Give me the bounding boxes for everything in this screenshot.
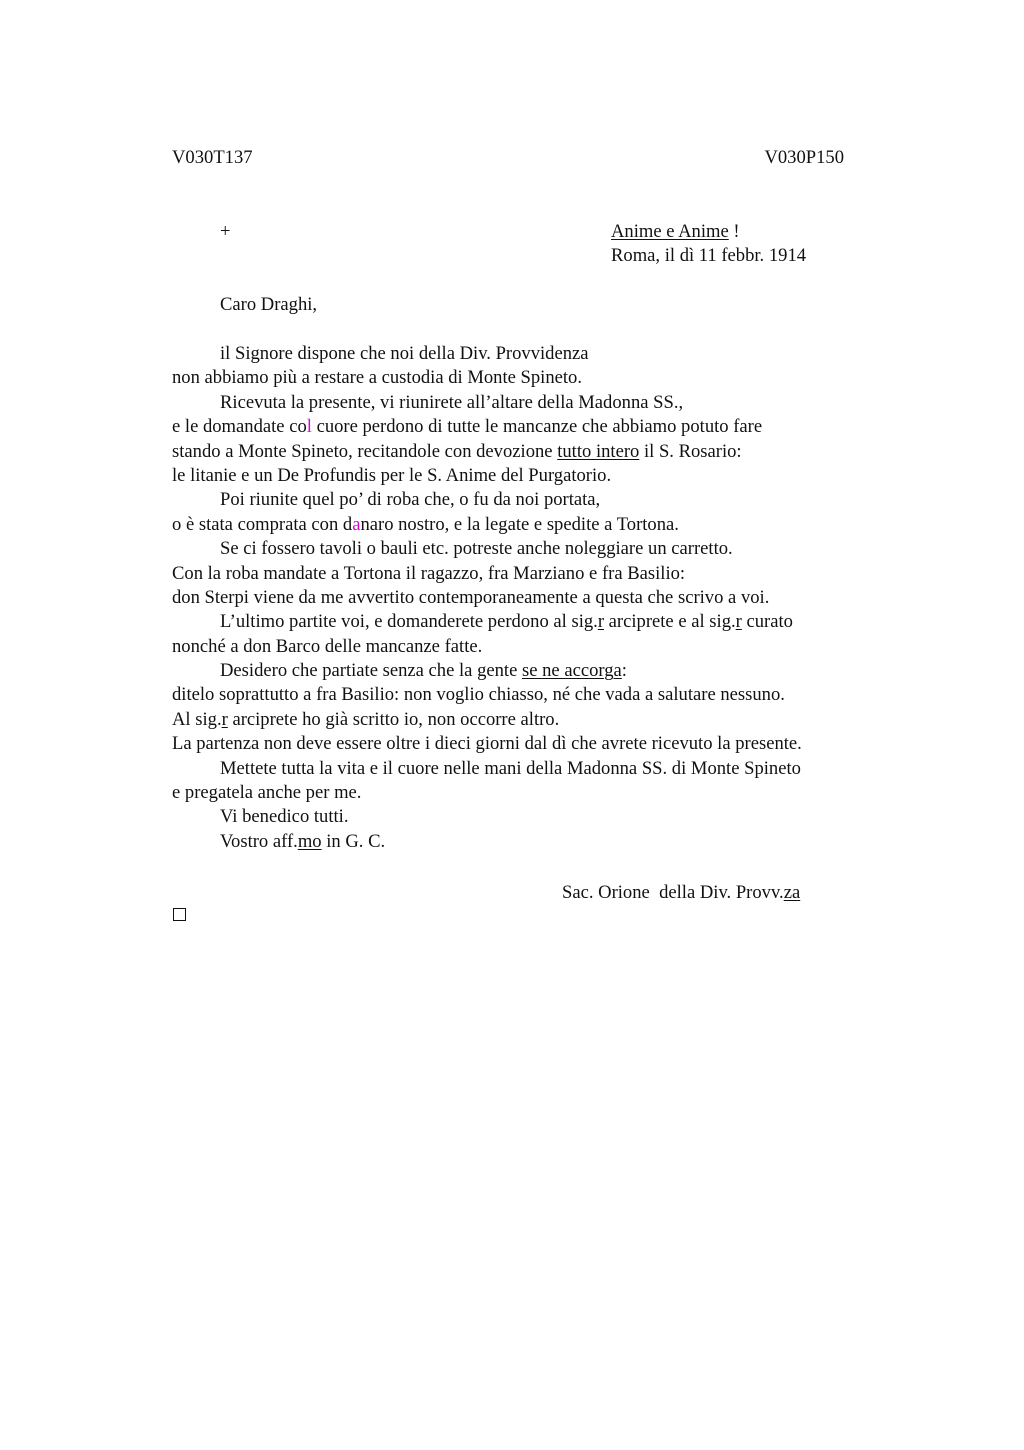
- motto-text: Anime e Anime: [611, 221, 729, 242]
- body-line: Poi riunite quel po’ di roba che, o fu da noi portata,: [220, 489, 601, 511]
- body-text-fragment: Desidero che partiate senza che la gente: [220, 660, 522, 682]
- body-line: ditelo soprattutto a fra Basilio: non voglio chiasso, né che vada a salutare nessuno.: [172, 684, 785, 706]
- body-line: don Sterpi viene da me avvertito contemporaneamente a questa che scrivo a voi.: [172, 586, 770, 608]
- superscript-abbrev: r: [597, 611, 605, 633]
- superscript-abbrev: r: [735, 611, 742, 633]
- body-line: Vi benedico tutti.: [220, 806, 349, 828]
- correction-highlight: l: [306, 416, 312, 438]
- letter-body: [172, 342, 932, 854]
- underlined-text: tutto intero: [557, 440, 640, 462]
- body-text-fragment: stando a Monte Spineto, recitandole con devozione: [172, 440, 558, 462]
- body-text-fragment: Vostro aff.: [220, 830, 298, 852]
- body-line: La partenza non deve essere oltre i dieci giorni dal dì che avrete ricevuto la presente.: [172, 733, 802, 755]
- body-text-fragment: naro nostro, e la legate e spedite a Tortona.: [360, 513, 679, 535]
- body-text-fragment: in G. C.: [321, 830, 386, 852]
- salutation: Caro Draghi,: [220, 294, 318, 315]
- body-line: il Signore dispone che noi della Div. Provvidenza: [220, 343, 589, 364]
- closing-line: [172, 830, 932, 854]
- body-line: Se ci fossero tavoli o bauli etc. potreste anche noleggiare un carretto.: [220, 538, 733, 560]
- motto: [611, 220, 740, 244]
- body-text-fragment: :: [621, 660, 627, 682]
- body-text-fragment: il S. Rosario:: [639, 440, 742, 462]
- body-line: [172, 415, 932, 439]
- document-code-left: V030T137: [172, 147, 253, 168]
- body-text-fragment: arciprete ho già scritto io, non occorre altro.: [227, 708, 560, 730]
- motto-suffix: !: [728, 221, 740, 242]
- body-text-fragment: L’ultimo partite voi, e domanderete perdono al sig.: [220, 611, 598, 633]
- correction-highlight: a: [352, 513, 361, 535]
- document-code-right: V030P150: [764, 147, 844, 168]
- superscript-abbrev: r: [221, 708, 228, 730]
- body-line: non abbiamo più a restare a custodia di Monte Spineto.: [172, 367, 582, 389]
- body-line: [172, 610, 932, 634]
- body-text-fragment: curato: [741, 611, 793, 633]
- body-text-fragment: o è stata comprata con d: [172, 513, 353, 535]
- place-date: Roma, il dì 11 febbr. 1914: [611, 245, 807, 266]
- body-line: nonché a don Barco delle mancanze fatte.: [172, 635, 483, 657]
- signature: [562, 881, 800, 905]
- body-line: [172, 513, 932, 537]
- body-line: le litanie e un De Profundis per le S. Anime del Purgatorio.: [172, 464, 612, 486]
- signature-suffix: za: [783, 882, 801, 903]
- body-text-fragment: cuore perdono di tutte le mancanze che abbiamo potuto fare: [311, 416, 763, 438]
- cross-symbol: +: [220, 221, 231, 242]
- signature-text: Sac. Orione della Div. Provv.: [562, 882, 784, 903]
- superscript-abbrev: mo: [297, 830, 322, 852]
- body-line: e pregatela anche per me.: [172, 782, 362, 804]
- body-text-fragment: Al sig.: [172, 708, 222, 730]
- underlined-text: se ne accorga: [522, 660, 622, 682]
- body-line: Mettete tutta la vita e il cuore nelle mani della Madonna SS. di Monte Spineto: [220, 757, 801, 779]
- body-line: [172, 659, 932, 683]
- checkbox-square-icon: [173, 908, 186, 921]
- body-line: Ricevuta la presente, vi riunirete all’altare della Madonna SS.,: [220, 391, 684, 413]
- body-text-fragment: e le domandate co: [172, 416, 307, 438]
- body-text-fragment: arciprete e al sig.: [604, 611, 736, 633]
- body-line: [172, 708, 932, 732]
- body-line: Con la roba mandate a Tortona il ragazzo, fra Marziano e fra Basilio:: [172, 562, 686, 584]
- body-line: [172, 440, 932, 464]
